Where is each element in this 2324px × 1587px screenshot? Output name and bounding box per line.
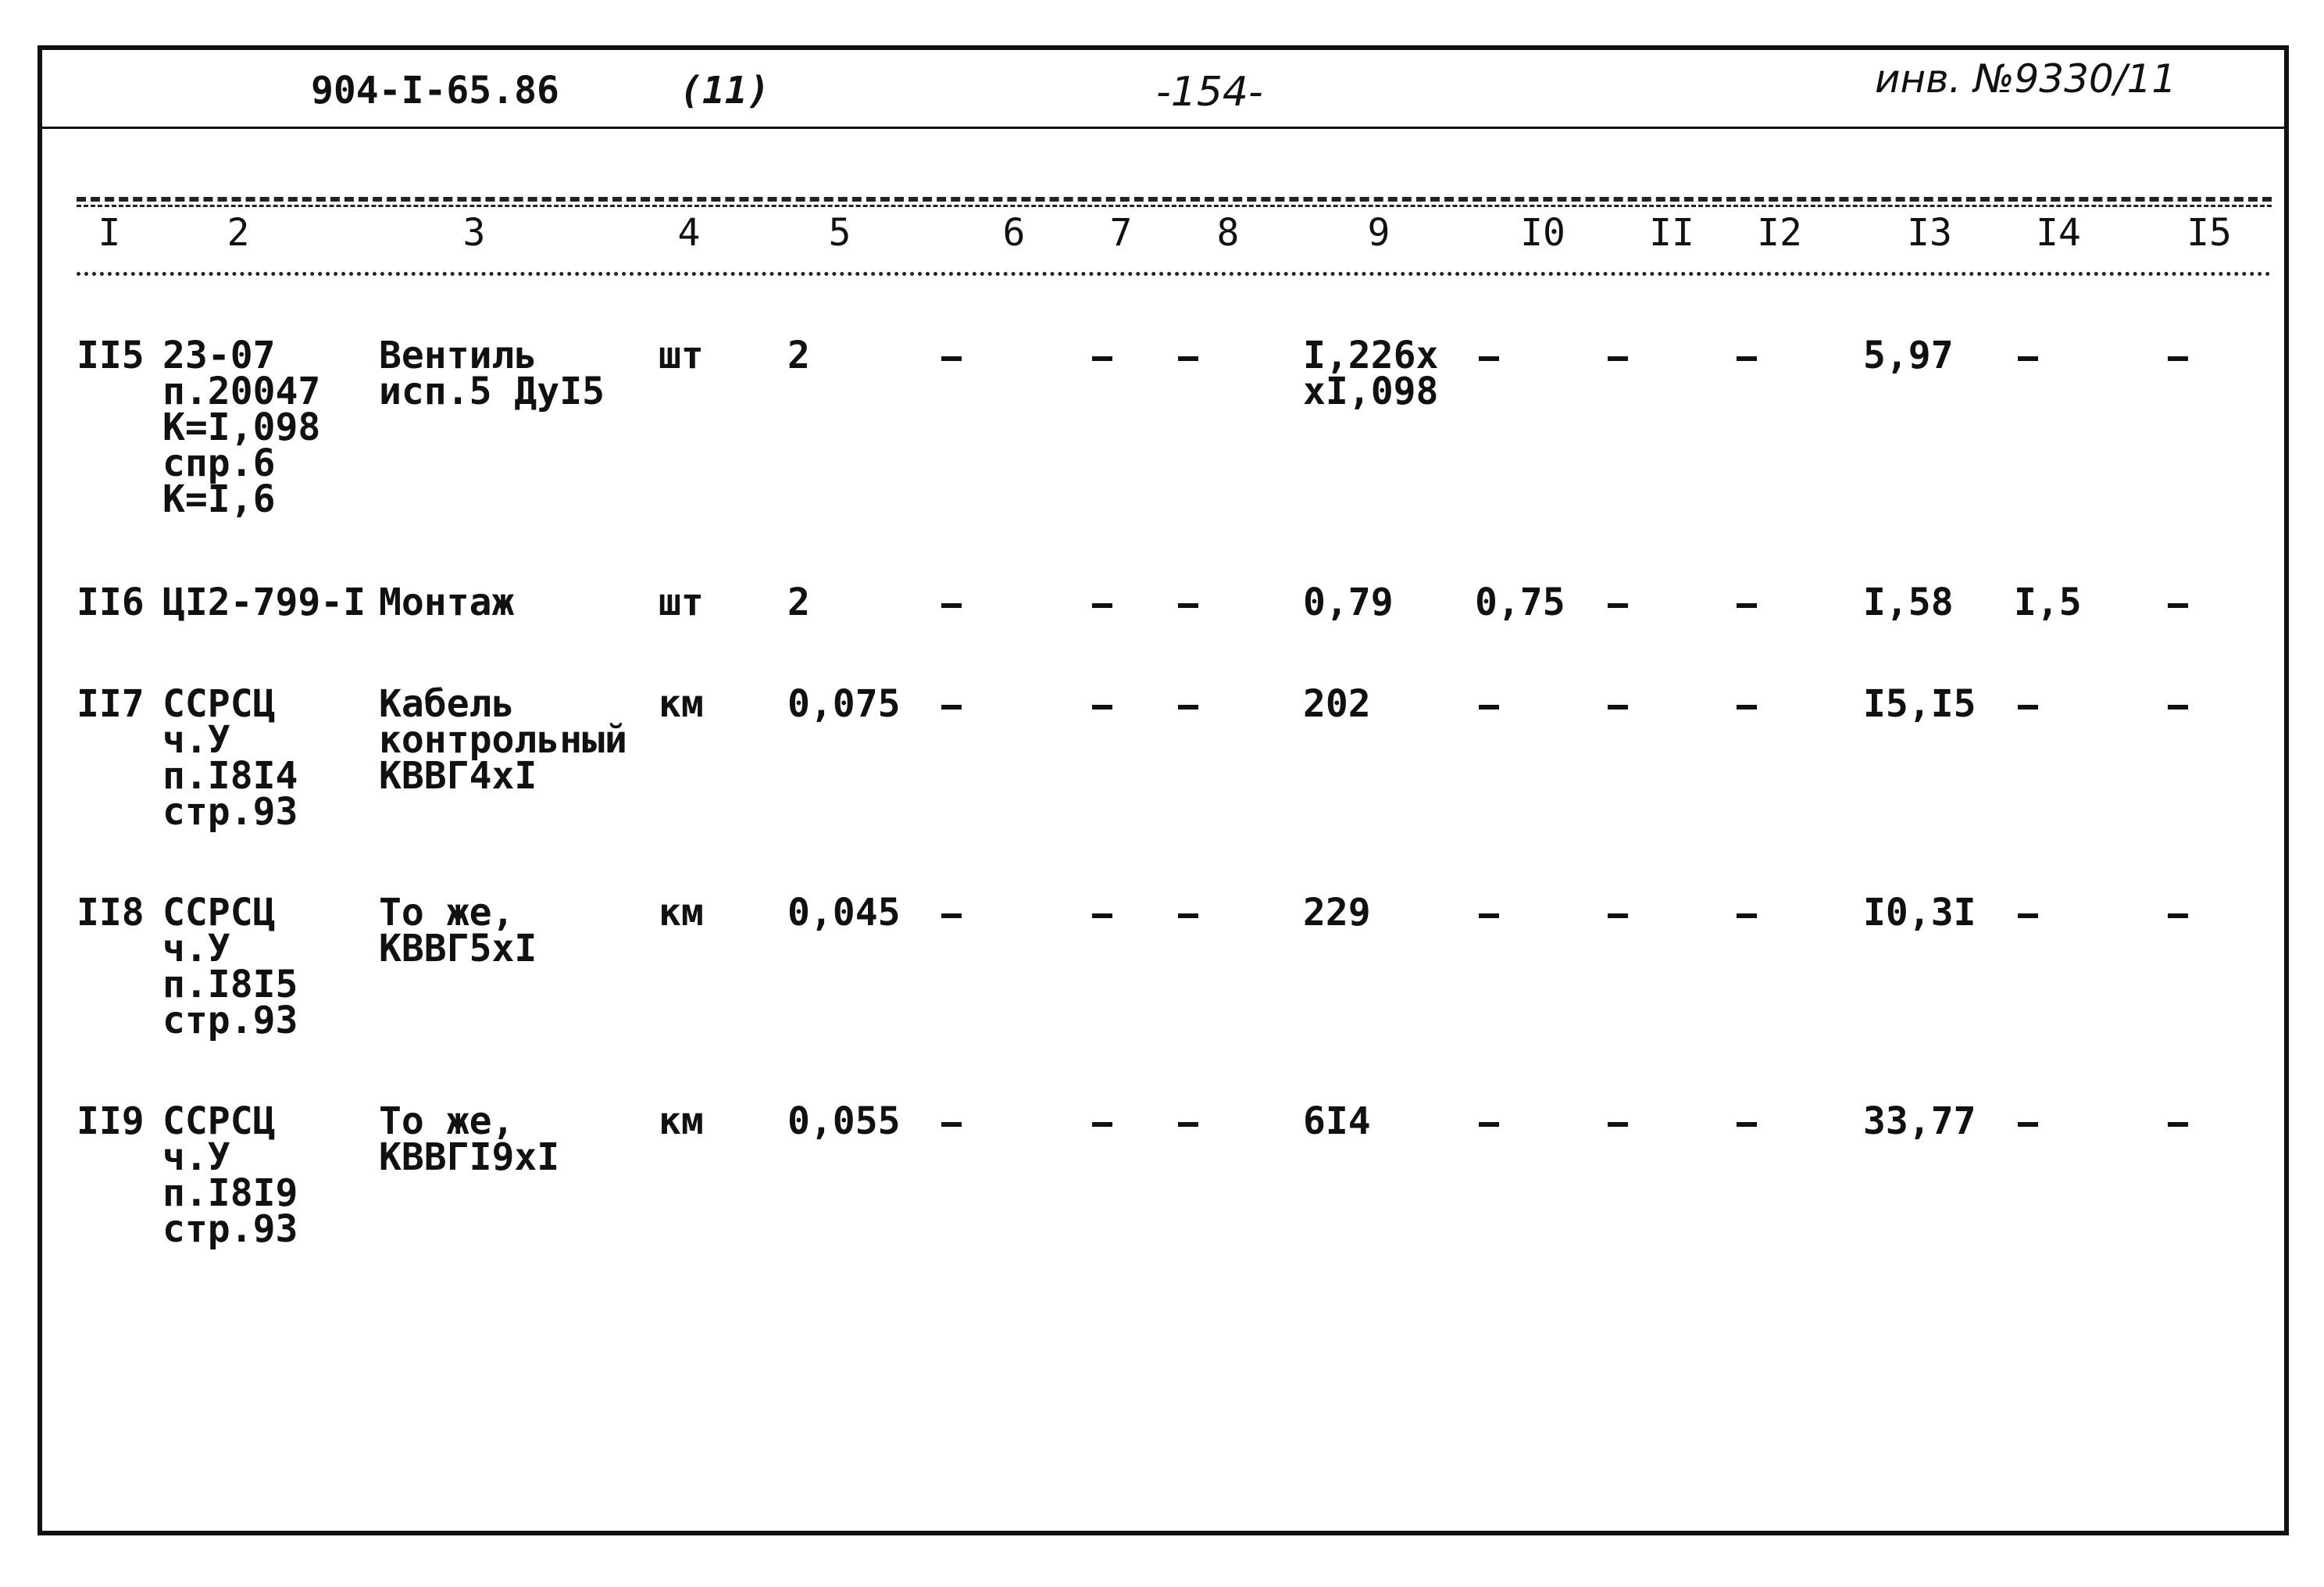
document-code: 904-I-65.86: [311, 69, 559, 113]
empty-cell-dash: [2018, 356, 2038, 361]
total-cost: 33,77: [1863, 1099, 1976, 1143]
unit-of-measure: км: [659, 682, 704, 726]
empty-cell-dash: [941, 705, 962, 710]
column-number: I2: [1757, 211, 1802, 255]
empty-cell-dash: [2018, 913, 2038, 918]
table-top-rule-inner: [77, 205, 2272, 207]
unit-cost: I,226х хI,098: [1303, 334, 1439, 413]
empty-cell-dash: [1737, 913, 1757, 918]
item-name: Вентиль исп.5 ДуI5: [379, 334, 605, 413]
table-header-rule: [77, 272, 2272, 276]
column-number: I3: [1907, 211, 1952, 255]
empty-cell-dash: [1737, 356, 1757, 361]
empty-cell-dash: [1178, 1122, 1198, 1127]
total-cost: I0,3I: [1863, 891, 1976, 935]
total-cost: I5,I5: [1863, 682, 1976, 726]
empty-cell-dash: [1737, 705, 1757, 710]
price-reference: 23-07 п.20047 К=I,098 спр.6 К=I,6: [162, 334, 321, 521]
column-number: 4: [677, 211, 701, 255]
header-divider: [37, 127, 2289, 129]
empty-cell-dash: [1092, 1122, 1112, 1127]
empty-cell-dash: [941, 1122, 962, 1127]
empty-cell-dash: [1479, 1122, 1499, 1127]
row-number: II8: [77, 891, 145, 935]
item-name: То же, КВВГI9хI: [379, 1099, 560, 1179]
empty-cell-dash: [1178, 356, 1198, 361]
empty-cell-dash: [1178, 603, 1198, 608]
page-number: -154-: [1156, 69, 1263, 116]
unit-of-measure: шт: [659, 581, 704, 624]
inventory-number: инв. №9330/11: [1875, 56, 2177, 102]
row-number: II6: [77, 581, 145, 624]
empty-cell-dash: [941, 913, 962, 918]
column-number: 8: [1216, 211, 1240, 255]
unit-cost: 0,79: [1303, 581, 1394, 624]
empty-cell-dash: [1608, 1122, 1628, 1127]
sheet-number: (11): [680, 69, 770, 113]
unit-cost: 6I4: [1303, 1099, 1371, 1143]
empty-cell-dash: [1608, 705, 1628, 710]
empty-cell-dash: [941, 356, 962, 361]
column-number: 6: [1002, 211, 1026, 255]
empty-cell-dash: [2168, 603, 2188, 608]
total-cost: 5,97: [1863, 334, 1954, 377]
empty-cell-dash: [1092, 356, 1112, 361]
price-reference: ССРСЦ ч.У п.I8I5 стр.93: [162, 891, 298, 1042]
unit-wage-cost: 0,75: [1475, 581, 1565, 624]
empty-cell-dash: [1608, 603, 1628, 608]
column-number: I0: [1520, 211, 1565, 255]
empty-cell-dash: [2018, 705, 2038, 710]
empty-cell-dash: [1479, 356, 1499, 361]
price-reference: ССРСЦ ч.У п.I8I4 стр.93: [162, 682, 298, 834]
column-number: 3: [462, 211, 486, 255]
quantity: 0,075: [787, 682, 901, 726]
quantity: 2: [787, 334, 810, 377]
unit-of-measure: км: [659, 891, 704, 935]
empty-cell-dash: [2018, 1122, 2038, 1127]
empty-cell-dash: [941, 603, 962, 608]
empty-cell-dash: [1608, 356, 1628, 361]
column-number: 7: [1109, 211, 1133, 255]
column-number: I: [98, 211, 121, 255]
total-cost: I,58: [1863, 581, 1954, 624]
item-name: Кабель контрольный КВВГ4хI: [379, 682, 627, 798]
column-number: II: [1649, 211, 1694, 255]
unit-of-measure: шт: [659, 334, 704, 377]
empty-cell-dash: [1092, 603, 1112, 608]
quantity: 0,055: [787, 1099, 901, 1143]
empty-cell-dash: [2168, 913, 2188, 918]
empty-cell-dash: [1479, 705, 1499, 710]
empty-cell-dash: [2168, 356, 2188, 361]
column-number: I4: [2036, 211, 2081, 255]
table-top-rule: [77, 197, 2272, 202]
empty-cell-dash: [1178, 913, 1198, 918]
quantity: 0,045: [787, 891, 901, 935]
total-wage-cost: I,5: [2014, 581, 2082, 624]
column-number: 2: [227, 211, 250, 255]
empty-cell-dash: [1737, 603, 1757, 608]
empty-cell-dash: [2168, 705, 2188, 710]
price-reference: ССРСЦ ч.У п.I8I9 стр.93: [162, 1099, 298, 1251]
row-number: II5: [77, 334, 145, 377]
row-number: II7: [77, 682, 145, 726]
page-frame: [37, 45, 2289, 1535]
empty-cell-dash: [2168, 1122, 2188, 1127]
empty-cell-dash: [1479, 913, 1499, 918]
empty-cell-dash: [1608, 913, 1628, 918]
column-number: 5: [828, 211, 851, 255]
unit-of-measure: км: [659, 1099, 704, 1143]
column-number: I5: [2187, 211, 2232, 255]
row-number: II9: [77, 1099, 145, 1143]
empty-cell-dash: [1737, 1122, 1757, 1127]
quantity: 2: [787, 581, 810, 624]
unit-cost: 202: [1303, 682, 1371, 726]
empty-cell-dash: [1092, 705, 1112, 710]
empty-cell-dash: [1178, 705, 1198, 710]
unit-cost: 229: [1303, 891, 1371, 935]
item-name: То же, КВВГ5хI: [379, 891, 537, 970]
column-number: 9: [1367, 211, 1390, 255]
price-reference: ЦI2-799-I: [162, 581, 366, 624]
empty-cell-dash: [1092, 913, 1112, 918]
item-name: Монтаж: [379, 581, 515, 624]
